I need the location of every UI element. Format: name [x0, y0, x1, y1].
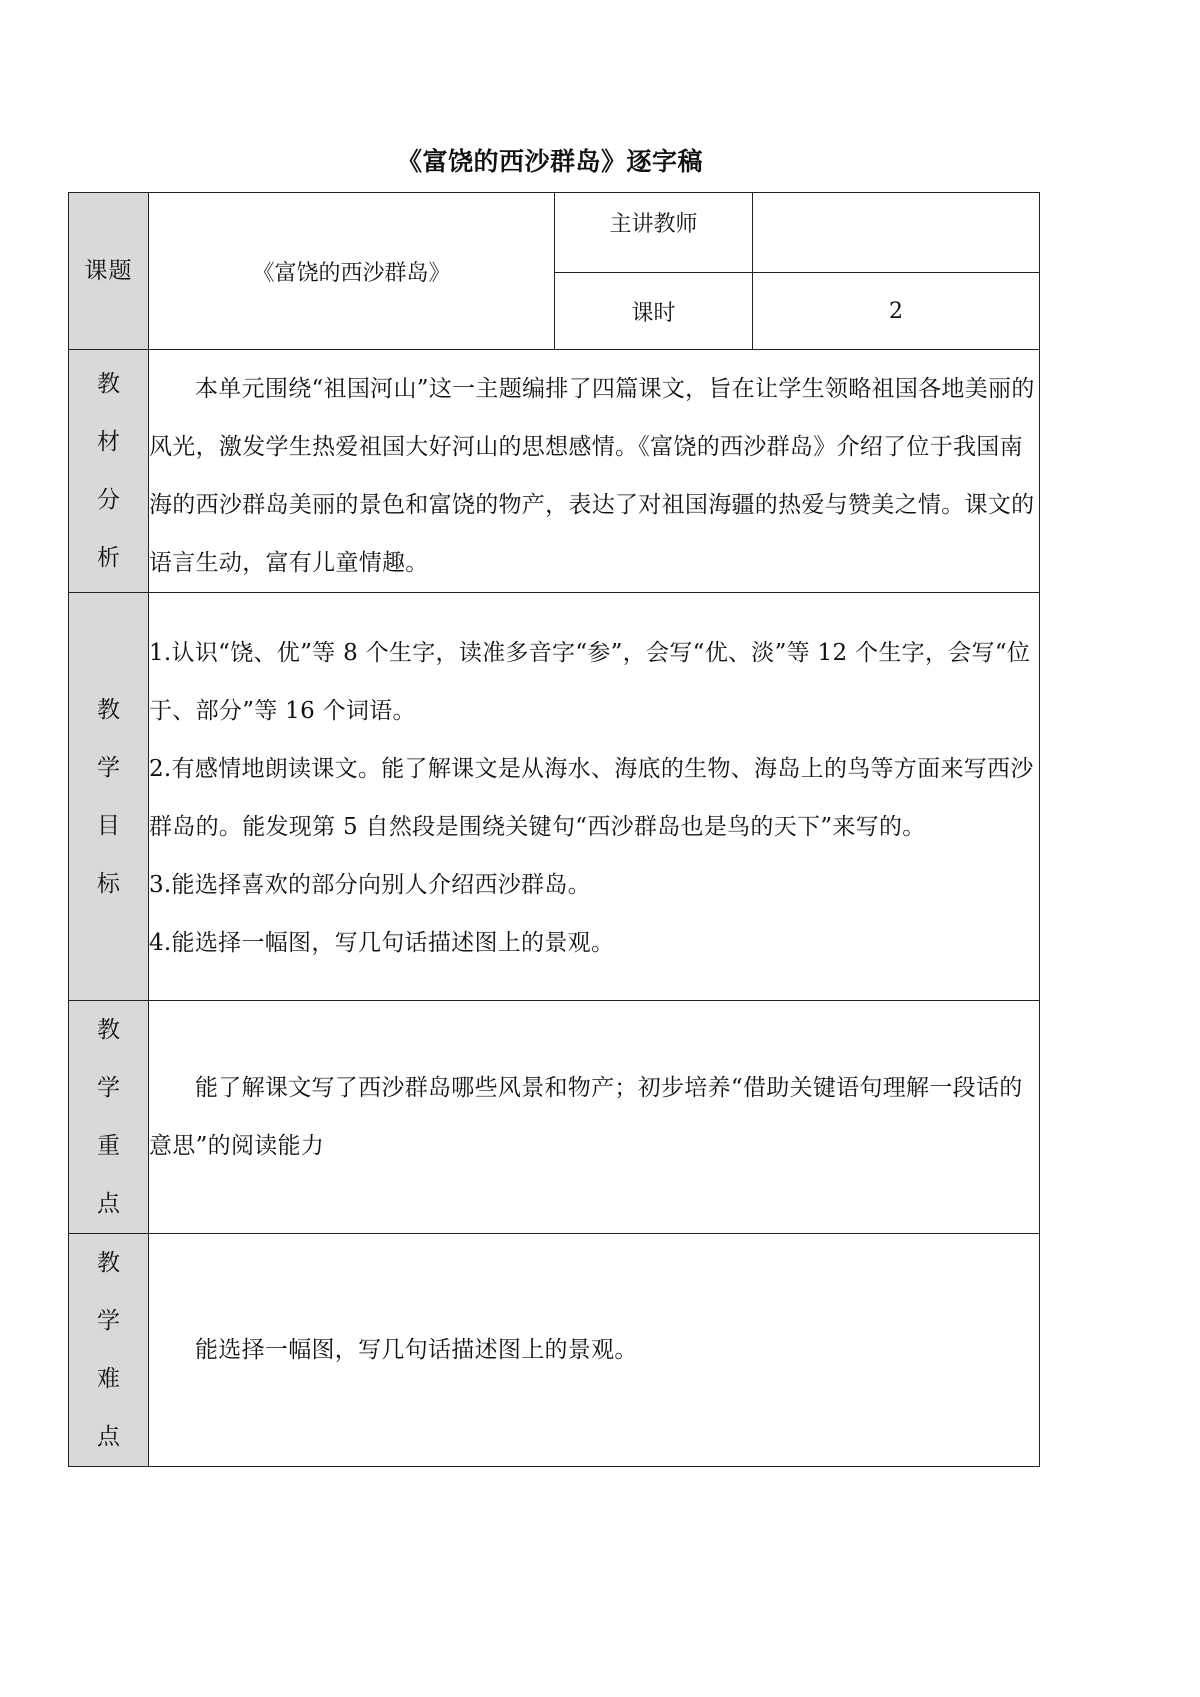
topic-value: 《富饶的西沙群岛》 [252, 260, 451, 286]
topic-label: 课题 [84, 258, 133, 284]
hours-label: 课时 [631, 300, 676, 326]
hours-value-cell [753, 273, 1040, 350]
key-points-text: 能了解课文写了西沙群岛哪些风景和物产；初步培养“借助关键语句理解一段话的意思”的阅读能力 [149, 1075, 1023, 1159]
difficulties-text: 能选择一幅图，写几句话描述图上的景观。 [195, 1337, 638, 1363]
objectives-label-cell [69, 593, 149, 1001]
material-analysis-label-cell [69, 350, 149, 593]
teacher-label: 主讲教师 [609, 212, 698, 237]
objectives-label-line1: 教 学 [97, 696, 130, 781]
lesson-plan-table [68, 192, 1040, 1467]
difficulties-row [69, 1234, 1040, 1467]
objective-item-1: 1.认识“饶、优”等 8 个生字，读准多音字“参”，会写“优、淡”等 12 个生字，会写“位于、部分”等 16 个词语。 [149, 639, 1031, 724]
teacher-value-cell [753, 193, 1040, 273]
difficulties-label-line2: 难 点 [97, 1366, 130, 1450]
document-title: 《富饶的西沙群岛》逐字稿 [396, 147, 703, 176]
difficulties-label-cell [69, 1234, 149, 1467]
material-analysis-row [69, 350, 1040, 593]
difficulties-label-line1: 教 学 [97, 1250, 130, 1334]
hours-value: 2 [889, 298, 903, 324]
material-analysis-text: 本单元围绕“祖国河山”这一主题编排了四篇课文，旨在让学生领略祖国各地美丽的风光，激发学生热爱祖国大好河山的思想感情。《富饶的西沙群岛》介绍了位于我国南海的西沙群岛美丽的景色和富饶的物产，表达了对祖国海疆的热爱与赞美之情。课文的语言生动，富有儿童情趣。 [149, 376, 1035, 576]
material-analysis-label-line2: 分 析 [97, 487, 130, 571]
key-points-content [149, 1001, 1040, 1234]
difficulties-content [149, 1234, 1040, 1467]
key-points-label-cell [69, 1001, 149, 1234]
material-analysis-content [149, 350, 1040, 593]
key-points-label-line2: 重 点 [97, 1133, 130, 1217]
key-points-row [69, 1001, 1040, 1234]
objectives-content [149, 593, 1040, 1001]
objective-item-4: 4.能选择一幅图，写几句话描述图上的景观。 [149, 929, 615, 956]
topic-label-cell [69, 193, 149, 350]
objectives-row [69, 593, 1040, 1001]
hours-label-cell [555, 273, 753, 350]
objective-item-3: 3.能选择喜欢的部分向别人介绍西沙群岛。 [149, 871, 591, 898]
objective-item-2: 2.有感情地朗读课文。能了解课文是从海水、海底的生物、海岛上的鸟等方面来写西沙群岛的。能发现第 5 自然段是围绕关键句“西沙群岛也是鸟的天下”来写的。 [149, 755, 1034, 840]
topic-row-teacher [69, 193, 1040, 273]
topic-value-cell [149, 193, 555, 350]
teacher-label-cell [555, 193, 753, 273]
material-analysis-label-line1: 教 材 [97, 371, 130, 455]
key-points-label-line1: 教 学 [97, 1017, 130, 1101]
objectives-label-line2: 目 标 [97, 812, 130, 897]
